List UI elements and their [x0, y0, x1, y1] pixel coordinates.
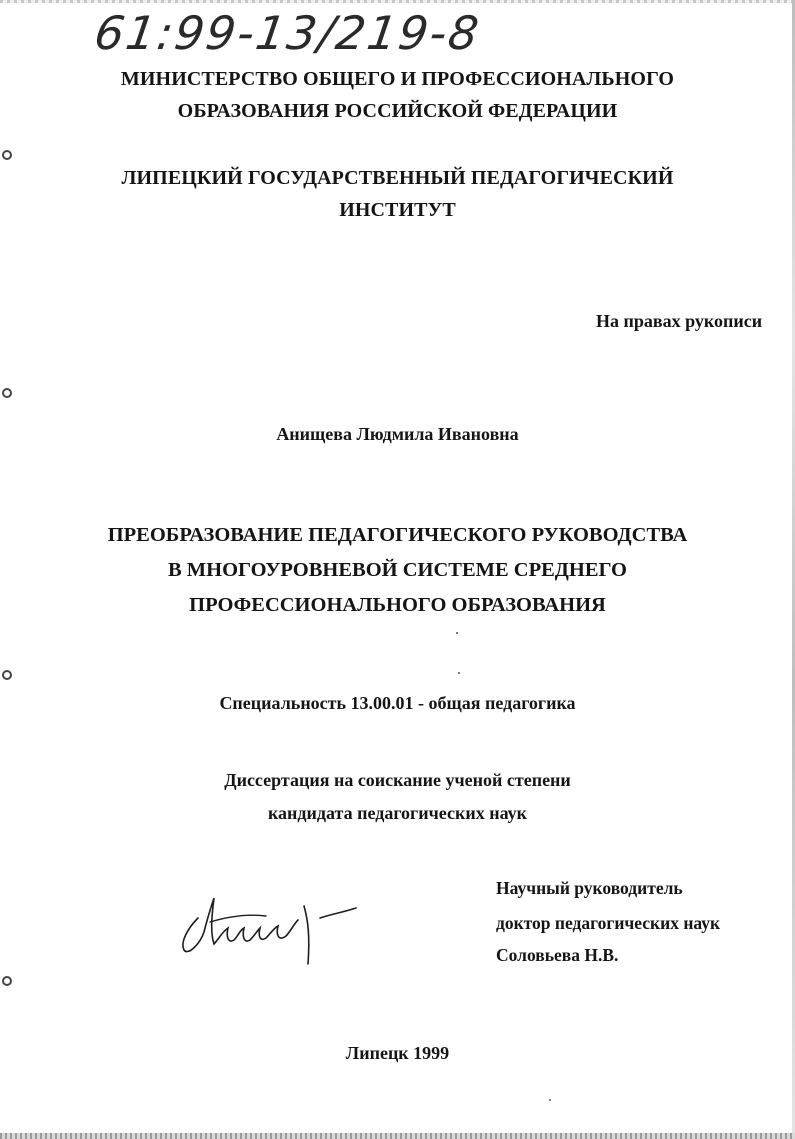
ministry-line-1: МИНИСТЕРСТВО ОБЩЕГО И ПРОФЕССИОНАЛЬНОГО	[120, 68, 675, 90]
specialty: Специальность 13.00.01 - общая педагогика	[219, 693, 576, 713]
ministry-line-2: ОБРАЗОВАНИЯ РОССИЙСКОЙ ФЕДЕРАЦИИ	[177, 100, 618, 122]
institute-line-2: ИНСТИТУТ	[339, 199, 456, 221]
scan-top-edge	[0, 0, 795, 3]
scan-speck	[458, 672, 460, 674]
supervisor-name: Соловьева Н.В.	[496, 945, 619, 965]
title-line-3: ПРОФЕССИОНАЛЬНОГО ОБРАЗОВАНИЯ	[189, 594, 606, 616]
binding-hole-mark	[0, 148, 14, 162]
manuscript-note: На правах рукописи	[596, 311, 763, 331]
title-line-1: ПРЕОБРАЗОВАНИЕ ПЕДАГОГИЧЕСКОГО РУКОВОДСТВА	[107, 524, 688, 546]
scan-speck	[549, 1099, 551, 1101]
supervisor-degree: доктор педагогических наук	[496, 913, 721, 933]
scan-bottom-edge	[0, 1133, 795, 1139]
binding-hole-mark	[0, 668, 14, 682]
handwritten-archive-number: 61:99-13/219-8	[91, 6, 484, 60]
author-name: Анищева Людмила Ивановна	[276, 424, 519, 444]
title-line-2: В МНОГОУРОВНЕВОЙ СИСТЕМЕ СРЕДНЕГО	[168, 559, 627, 581]
dissertation-line-1: Диссертация на соискание ученой степени	[224, 770, 571, 790]
binding-hole-mark	[0, 974, 14, 988]
author-signature	[170, 880, 400, 970]
dissertation-line-2: кандидата педагогических наук	[267, 803, 528, 823]
institute-line-1: ЛИПЕЦКИЙ ГОСУДАРСТВЕННЫЙ ПЕДАГОГИЧЕСКИЙ	[121, 167, 674, 189]
city-year: Липецк 1999	[345, 1043, 450, 1063]
scan-speck	[456, 632, 458, 634]
supervisor-role: Научный руководитель	[496, 878, 683, 898]
binding-hole-mark	[0, 386, 14, 400]
